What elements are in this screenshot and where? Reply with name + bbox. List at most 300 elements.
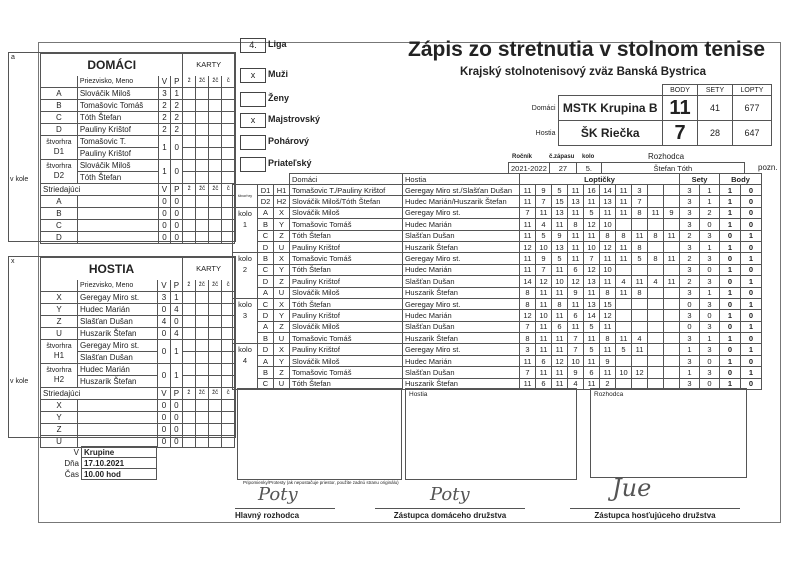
- sets-home: 0: [680, 321, 700, 332]
- liga-label: Liga: [268, 39, 287, 49]
- ball-score: [632, 264, 648, 275]
- sub-losses: 0: [170, 399, 182, 411]
- liga-field[interactable]: 4.: [240, 38, 266, 53]
- ball-score: [648, 241, 664, 252]
- kolo-label: kolo: [238, 208, 252, 218]
- ball-score: 11: [616, 185, 632, 196]
- ball-score: 12: [632, 367, 648, 378]
- doubles-player-1: Hudec Marián: [78, 363, 158, 375]
- away-slot: X: [274, 207, 290, 218]
- blank: [41, 280, 78, 292]
- player-row: [41, 291, 235, 303]
- card-cell: [209, 171, 222, 183]
- player-losses: 4: [170, 303, 182, 315]
- ball-score: 13: [568, 196, 584, 207]
- player-id: Z: [41, 315, 78, 327]
- points-home: 0: [720, 367, 741, 378]
- card-cell: [195, 399, 208, 411]
- ball-score: 11: [568, 298, 584, 309]
- player-name: Tomašovic Tomáš: [77, 99, 158, 111]
- points-away: 0: [741, 378, 762, 389]
- ball-score: 11: [536, 344, 552, 355]
- home-slot: B: [258, 253, 274, 264]
- ball-score: 11: [536, 321, 552, 332]
- ball-score: [648, 298, 664, 309]
- points-away: 0: [741, 355, 762, 366]
- ball-score: [664, 321, 680, 332]
- ball-score: 8: [600, 230, 616, 241]
- ball-score: [632, 355, 648, 366]
- away-slot: Y: [274, 355, 290, 366]
- sets-home: 3: [680, 355, 700, 366]
- away-sub-label: v kole: [10, 378, 29, 385]
- ball-score: 10: [600, 219, 616, 230]
- away-slot: Y: [274, 219, 290, 230]
- ball-score: [632, 298, 648, 309]
- points-home: 1: [720, 287, 741, 298]
- home-player: Pauliny Krištof: [290, 344, 403, 355]
- card-cell: [183, 291, 196, 303]
- ball-score: [664, 185, 680, 196]
- ball-score: 7: [632, 196, 648, 207]
- ball-score: 11: [584, 378, 600, 389]
- match-row: [233, 207, 762, 218]
- points-home: 1: [720, 355, 741, 366]
- kolo-group: [233, 253, 258, 299]
- sets-home: 3: [680, 241, 700, 252]
- lopticky-header: Loptičky: [520, 174, 680, 185]
- ball-score: 7: [520, 367, 536, 378]
- blank: [41, 76, 78, 88]
- ball-score: [664, 355, 680, 366]
- sets-home: 1: [680, 367, 700, 378]
- player-row: [41, 111, 235, 123]
- card-cell: [195, 363, 208, 375]
- ball-score: 7: [520, 321, 536, 332]
- card-cell: [183, 363, 196, 375]
- points-away: 0: [741, 219, 762, 230]
- ball-score: 7: [568, 344, 584, 355]
- doubles-label: [41, 339, 78, 363]
- doubles-label: [41, 159, 78, 183]
- match-row: [233, 298, 762, 309]
- card-cell: [209, 351, 222, 363]
- home-player: Pauliny Krištof: [290, 310, 403, 321]
- doubles-losses: 1: [170, 363, 182, 387]
- sety-header: Sety: [680, 174, 720, 185]
- sets-home: 3: [680, 219, 700, 230]
- ball-score: 13: [552, 241, 568, 252]
- zapas-label: č.zápasu: [549, 154, 575, 160]
- doubles-losses: 0: [171, 159, 183, 183]
- sub-wins: 0: [158, 195, 170, 207]
- v-header: V: [158, 280, 170, 292]
- player-row: [41, 303, 235, 315]
- points-home: 1: [720, 333, 741, 344]
- doubles-player-2: Tóth Štefan: [77, 171, 158, 183]
- sub-id: D: [41, 231, 78, 243]
- option-label-3: Pohárový: [268, 136, 310, 146]
- sub-losses: 0: [170, 435, 182, 447]
- home-player: Slováčik Miloš: [290, 321, 403, 332]
- player-id: U: [41, 327, 78, 339]
- points-home: 1: [720, 196, 741, 207]
- card-cell: [222, 87, 235, 99]
- card-cell: [183, 111, 196, 123]
- card-cell: [222, 123, 235, 135]
- kolo-number: 1: [242, 219, 248, 229]
- sub-row: [41, 195, 235, 207]
- page-frame-bottom: [38, 522, 781, 523]
- card-cell: [209, 147, 222, 159]
- card-cell: [209, 219, 222, 231]
- away-notes-box: [405, 388, 577, 480]
- card-cell: [222, 423, 235, 435]
- name-header: Priezvisko, Meno: [77, 76, 158, 88]
- ball-score: 11: [568, 321, 584, 332]
- player-wins: 2: [158, 123, 170, 135]
- sub-name[interactable]: [77, 207, 158, 219]
- card-cell: [183, 159, 196, 171]
- ball-score: [664, 287, 680, 298]
- card-cell: [209, 123, 222, 135]
- card-cell: [195, 219, 208, 231]
- ball-score: 11: [520, 196, 536, 207]
- points-away: 1: [741, 276, 762, 287]
- sets-home: 3: [680, 378, 700, 389]
- away-player: Hudec Marián/Huszarik Štefan: [403, 196, 520, 207]
- points-away: 1: [741, 367, 762, 378]
- ball-score: 8: [632, 287, 648, 298]
- time-value: 10.00 hod: [82, 469, 157, 480]
- home-slot: D: [258, 310, 274, 321]
- doubles-word: štvorhra: [46, 163, 72, 170]
- karty-col-header: žč: [195, 387, 208, 399]
- sets-home: 3: [680, 185, 700, 196]
- ball-score: [664, 367, 680, 378]
- ball-score: 11: [632, 276, 648, 287]
- ball-score: 11: [552, 333, 568, 344]
- card-cell: [209, 435, 222, 447]
- card-cell: [183, 195, 196, 207]
- away_panel-title: HOSTIA: [41, 258, 183, 280]
- date-value: 17.10.2021: [82, 458, 157, 469]
- card-cell: [183, 303, 196, 315]
- match-row: [233, 230, 762, 241]
- sub-losses: 0: [171, 207, 183, 219]
- away-player: Slašťan Dušan: [403, 276, 520, 287]
- ball-score: [664, 241, 680, 252]
- sets-away: 0: [700, 310, 720, 321]
- sub-name[interactable]: [78, 411, 158, 423]
- card-cell: [222, 111, 235, 123]
- matches-table: [232, 173, 762, 390]
- ball-score: 10: [616, 367, 632, 378]
- card-cell: [195, 351, 208, 363]
- sets-home: 3: [680, 310, 700, 321]
- rocnik-value: 2021-2022: [509, 163, 550, 174]
- sets-home: 3: [680, 207, 700, 218]
- home-slot: B: [258, 219, 274, 230]
- body-header: BODY: [663, 85, 698, 96]
- home-team: MSTK Krupina B: [558, 96, 663, 121]
- ball-score: 11: [520, 219, 536, 230]
- karty-col-header: č: [222, 387, 235, 399]
- home-slot: A: [258, 287, 274, 298]
- kolo-label: kolo: [582, 154, 595, 160]
- sub-wins: 0: [158, 411, 170, 423]
- ball-score: 11: [568, 253, 584, 264]
- away-slot: Z: [274, 230, 290, 241]
- away-panel: [8, 256, 236, 446]
- sets-home: 0: [680, 298, 700, 309]
- home-slot: A: [258, 355, 274, 366]
- player-row: [41, 327, 235, 339]
- ball-score: 11: [552, 287, 568, 298]
- card-cell: [209, 291, 222, 303]
- card-cell: [183, 339, 196, 351]
- ball-score: 10: [568, 355, 584, 366]
- card-cell: [195, 411, 208, 423]
- player-losses: 0: [170, 315, 182, 327]
- player-name: Slašťan Dušan: [78, 315, 158, 327]
- away-player: Huszarik Štefan: [403, 241, 520, 252]
- remarks-label: Pripomienky/Protesty (ak nepostačuje priestor, použite zadnú stranu originálu): [243, 480, 399, 485]
- ball-score: 7: [536, 196, 552, 207]
- option-checkbox-4[interactable]: [240, 157, 266, 172]
- sub-name[interactable]: [78, 399, 158, 411]
- sub-name[interactable]: [77, 219, 158, 231]
- home-player: Tomašovic Tomáš: [290, 219, 403, 230]
- sub-losses: 0: [170, 423, 182, 435]
- ball-score: [648, 310, 664, 321]
- sub-id: A: [41, 195, 78, 207]
- ball-score: 11: [520, 264, 536, 275]
- sub-losses: 0: [170, 411, 182, 423]
- ball-score: 13: [552, 207, 568, 218]
- points-home: 0: [720, 321, 741, 332]
- sub-wins: 0: [158, 399, 170, 411]
- away-slot: H1: [274, 185, 290, 196]
- ball-score: 11: [600, 367, 616, 378]
- karty-col-header: č: [222, 183, 235, 195]
- ball-score: 2: [600, 378, 616, 389]
- home_panel-title: DOMÁCI: [41, 54, 183, 76]
- ball-score: [632, 219, 648, 230]
- away-slot: X: [274, 298, 290, 309]
- p-header: P: [170, 280, 182, 292]
- sub-row: [41, 411, 235, 423]
- card-cell: [222, 411, 235, 423]
- player-losses: 2: [171, 99, 183, 111]
- away-slot: H2: [274, 196, 290, 207]
- ball-score: 7: [584, 253, 600, 264]
- ball-score: 9: [552, 230, 568, 241]
- match-row: [233, 264, 762, 275]
- blank: [233, 174, 290, 185]
- away-player: Huszarik Štefan: [403, 378, 520, 389]
- home-player: Tomašovic Tomáš: [290, 333, 403, 344]
- away-corner: x: [11, 258, 15, 265]
- ball-score: 12: [520, 241, 536, 252]
- ball-score: 11: [600, 344, 616, 355]
- home-slot: A: [258, 207, 274, 218]
- points-away: 0: [741, 241, 762, 252]
- player-name: Hudec Marián: [78, 303, 158, 315]
- ball-score: 11: [568, 185, 584, 196]
- doubles-id: D2: [53, 171, 65, 180]
- away-player: Slašťan Dušan: [403, 230, 520, 241]
- card-cell: [209, 363, 222, 375]
- player-id: B: [41, 99, 78, 111]
- player-name: Huszarik Štefan: [78, 327, 158, 339]
- doubles-row: [41, 339, 235, 351]
- sub-row: [41, 219, 235, 231]
- ball-score: [616, 264, 632, 275]
- ball-score: 10: [584, 241, 600, 252]
- ball-score: 11: [616, 207, 632, 218]
- points-away: 1: [741, 230, 762, 241]
- match-row: [233, 253, 762, 264]
- ball-score: [664, 344, 680, 355]
- sets-away: 3: [700, 321, 720, 332]
- away-label: Hostia: [535, 129, 556, 137]
- points-home: 1: [720, 310, 741, 321]
- sets-away: 3: [700, 344, 720, 355]
- karty-col-header: žč: [209, 183, 222, 195]
- ball-score: 8: [552, 298, 568, 309]
- card-cell: [183, 375, 196, 387]
- ball-score: 11: [552, 344, 568, 355]
- sub-wins: 0: [158, 435, 170, 447]
- ball-score: 11: [600, 253, 616, 264]
- karty-col-header: č: [222, 280, 235, 292]
- player-id: A: [41, 87, 78, 99]
- ball-score: 11: [520, 185, 536, 196]
- card-cell: [183, 399, 196, 411]
- card-cell: [183, 123, 196, 135]
- card-cell: [209, 399, 222, 411]
- home-player: Slováčik Miloš: [290, 207, 403, 218]
- away-slot: Z: [274, 367, 290, 378]
- sub-id: Z: [41, 423, 78, 435]
- away-slot: Z: [274, 321, 290, 332]
- subs-title: Striedajúci: [41, 183, 159, 195]
- card-cell: [195, 99, 208, 111]
- card-cell: [209, 231, 222, 243]
- sets-home: 3: [680, 196, 700, 207]
- ball-score: 9: [536, 253, 552, 264]
- karty-col-header: ž: [183, 280, 196, 292]
- option-checkbox-1[interactable]: [240, 92, 266, 107]
- card-cell: [183, 351, 196, 363]
- ball-score: 11: [616, 287, 632, 298]
- ball-score: 4: [568, 378, 584, 389]
- option-checkbox-3[interactable]: [240, 135, 266, 150]
- card-cell: [183, 231, 196, 243]
- sub-name[interactable]: [77, 195, 158, 207]
- rozhodca-value: Štefan Tóth: [601, 163, 744, 174]
- ball-score: [648, 367, 664, 378]
- card-cell: [183, 315, 196, 327]
- ball-score: 5: [552, 253, 568, 264]
- ball-score: [648, 355, 664, 366]
- ball-score: 8: [632, 241, 648, 252]
- ball-score: 11: [568, 207, 584, 218]
- ball-score: 14: [600, 185, 616, 196]
- points-home: 0: [720, 253, 741, 264]
- ball-score: 11: [584, 287, 600, 298]
- sets-home: 1: [680, 344, 700, 355]
- sets-away: 0: [700, 264, 720, 275]
- ball-score: 11: [536, 333, 552, 344]
- p-header: P: [171, 76, 183, 88]
- kolo-label: kolo: [238, 254, 252, 264]
- sub-row: [41, 399, 235, 411]
- sub-name[interactable]: [78, 423, 158, 435]
- home-slot: D1: [258, 185, 274, 196]
- karty-col-header: žč: [195, 76, 208, 88]
- card-cell: [195, 159, 208, 171]
- sub-name[interactable]: [77, 231, 158, 243]
- sets-away: 3: [700, 276, 720, 287]
- v-header: V: [158, 183, 170, 195]
- card-cell: [209, 411, 222, 423]
- home-rep-signature: Zástupca domáceho družstva: [375, 508, 525, 520]
- card-cell: [183, 171, 196, 183]
- place-value: Krupine: [82, 447, 157, 458]
- ball-score: 11: [584, 355, 600, 366]
- ball-score: [616, 219, 632, 230]
- sets-away: 0: [700, 219, 720, 230]
- ball-score: [648, 185, 664, 196]
- ball-score: 9: [568, 367, 584, 378]
- ball-score: 11: [552, 367, 568, 378]
- ball-score: [664, 298, 680, 309]
- player-id: D: [41, 123, 78, 135]
- ball-score: 14: [584, 310, 600, 321]
- ball-score: 10: [600, 264, 616, 275]
- ball-score: 8: [520, 287, 536, 298]
- player-losses: 2: [171, 123, 183, 135]
- away-player: Hudec Marián: [403, 355, 520, 366]
- option-checkbox-2[interactable]: x: [240, 113, 266, 128]
- ball-score: 5: [552, 185, 568, 196]
- ball-score: 6: [536, 378, 552, 389]
- home-player: Slováčik Miloš: [290, 287, 403, 298]
- ball-score: 13: [600, 196, 616, 207]
- karty-col-header: ž: [183, 183, 196, 195]
- player-wins: 2: [158, 99, 170, 111]
- doubles-player-1: Slováčik Miloš: [77, 159, 158, 171]
- card-cell: [195, 339, 208, 351]
- away-player: Geregay Miro st.: [403, 298, 520, 309]
- card-cell: [183, 99, 196, 111]
- referee-signature-icon: Poty: [258, 484, 298, 505]
- ball-score: [648, 264, 664, 275]
- ball-score: 11: [552, 310, 568, 321]
- away-slot: U: [274, 287, 290, 298]
- card-cell: [209, 375, 222, 387]
- sets-home: 2: [680, 253, 700, 264]
- ball-score: 12: [600, 241, 616, 252]
- ball-score: 10: [536, 241, 552, 252]
- karty-col-header: žč: [195, 183, 208, 195]
- points-away: 0: [741, 333, 762, 344]
- ball-score: 11: [664, 276, 680, 287]
- option-checkbox-0[interactable]: x: [240, 68, 266, 83]
- doubles-player-1: Tomašovic T.: [77, 135, 158, 147]
